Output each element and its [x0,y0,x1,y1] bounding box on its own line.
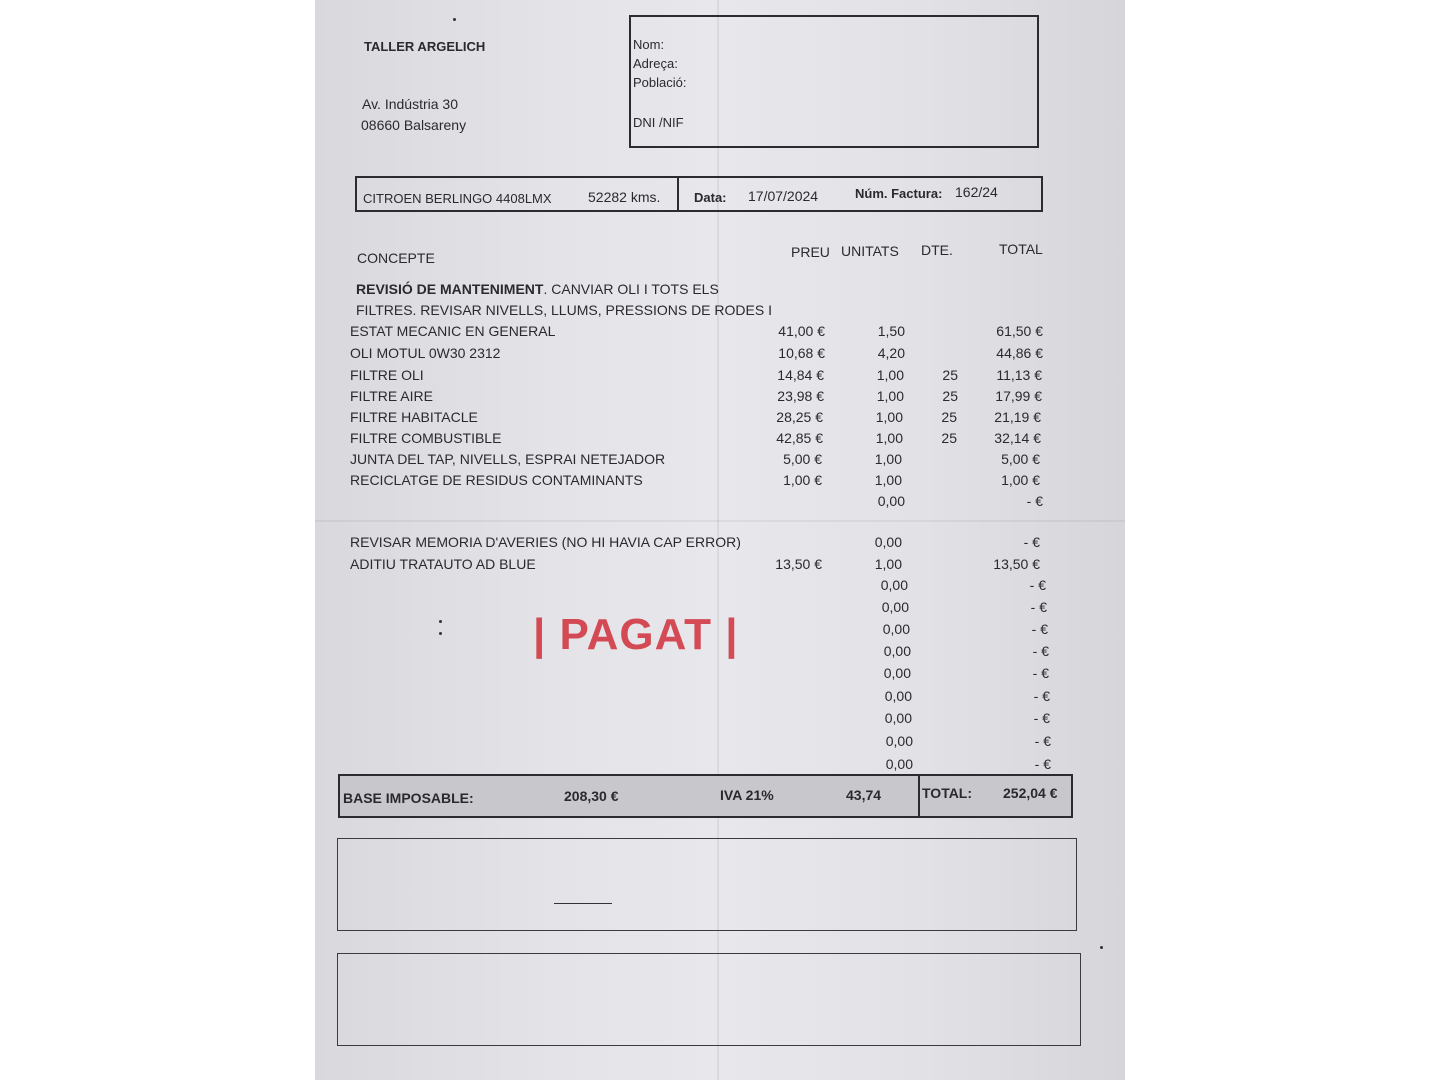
customer-address-label: Adreça: [633,56,678,71]
line-item-total: - € [1026,493,1043,509]
paid-stamp: | PAGAT | [533,610,739,659]
line-item-total: 21,19 € [994,409,1041,425]
column-header-price: PREU [791,244,830,260]
total-value: 252,04 € [1003,785,1058,801]
line-item-units: 0,00 [884,710,912,726]
notes-box [337,838,1077,931]
line-item-total: 44,86 € [996,345,1043,361]
line-item-total: - € [1033,688,1050,704]
line-item-price: 5,00 € [783,451,822,467]
line-item-row [315,710,1125,730]
date-value: 17/07/2024 [748,188,819,204]
line-item-total: 5,00 € [1001,451,1040,467]
base-label: BASE IMPOSABLE: [343,790,474,806]
line-item-total: - € [1032,665,1049,681]
line-item-row [315,688,1125,708]
line-item-concept: FILTRE HABITACLE [350,409,478,425]
line-item-row [315,556,1125,576]
line-item-row [315,733,1125,753]
date-label: Data: [694,190,727,205]
line-item-row [315,388,1125,408]
line-item-discount: 25 [941,430,957,446]
line-item-total: 13,50 € [993,556,1040,572]
line-item-concept: FILTRE AIRE [350,388,433,404]
line-item-total: 32,14 € [994,430,1041,446]
line-item-discount: 25 [942,367,958,383]
line-item-discount: 25 [941,409,957,425]
line-item-concept: RECICLATGE DE RESIDUS CONTAMINANTS [350,472,643,488]
line-item-units: 1,00 [875,430,903,446]
column-header-units: UNITATS [841,243,899,259]
line-item-total: - € [1032,643,1049,659]
customer-id-label: DNI /NIF [633,115,684,130]
line-item-units: 0,00 [882,621,910,637]
line-item-units: 1,00 [876,388,904,404]
description-line1-rest: . CANVIAR OLI I TOTS ELS [543,281,719,297]
line-item-row [315,577,1125,597]
column-header-discount: DTE. [921,242,953,258]
line-item-row [315,409,1125,429]
line-item-concept: REVISAR MEMORIA D'AVERIES (NO HI HAVIA CAP ERROR) [350,534,741,550]
line-item-units: 1,00 [874,556,902,572]
line-item-total: - € [1030,599,1047,615]
line-item-total: 17,99 € [995,388,1042,404]
line-item-concept: ADITIU TRATAUTO AD BLUE [350,556,536,572]
customer-name-label: Nom: [633,37,665,52]
vehicle-bar [355,176,1043,212]
iva-label: IVA 21% [720,787,774,803]
line-item-units: 0,00 [883,643,911,659]
invoice-paper [315,0,1125,1080]
line-item-concept: ESTAT MECANIC EN GENERAL [350,323,556,339]
line-item-units: 1,00 [874,472,902,488]
line-item-total: - € [1033,710,1050,726]
line-item-concept: FILTRE COMBUSTIBLE [350,430,502,446]
line-item-units: 0,00 [881,599,909,615]
line-item-concept: OLI MOTUL 0W30 2312 [350,345,501,361]
line-item-units: 1,50 [877,323,905,339]
line-item-units: 0,00 [880,577,908,593]
footer-box [337,953,1081,1046]
column-header-total: TOTAL [999,241,1043,257]
line-item-row [315,472,1125,492]
line-item-price: 1,00 € [783,472,822,488]
line-item-row [315,756,1125,776]
line-item-total: - € [1023,534,1040,550]
line-item-units: 0,00 [874,534,902,550]
line-item-total: 1,00 € [1001,472,1040,488]
line-item-total: - € [1034,733,1051,749]
line-item-units: 1,00 [874,451,902,467]
line-item-units: 0,00 [877,493,905,509]
line-item-row [315,534,1125,554]
line-item-price: 41,00 € [778,323,825,339]
line-item-units: 0,00 [885,756,913,772]
line-item-total: 61,50 € [996,323,1043,339]
line-item-units: 1,00 [876,367,904,383]
vehicle-model: CITROEN BERLINGO 4408LMX [363,191,552,206]
line-item-price: 14,84 € [777,367,824,383]
line-item-units: 4,20 [877,345,905,361]
description-title: REVISIÓ DE MANTENIMENT [356,281,544,297]
speck [439,620,442,623]
invoice-number: 162/24 [955,184,998,200]
iva-value: 43,74 [846,787,882,803]
fold-line-horizontal [315,520,1125,522]
line-item-price: 42,85 € [776,430,823,446]
line-item-price: 10,68 € [778,345,825,361]
column-header-concept: CONCEPTE [357,250,435,266]
line-item-price: 23,98 € [777,388,824,404]
line-item-row [315,323,1125,343]
line-item-concept: JUNTA DEL TAP, NIVELLS, ESPRAI NETEJADOR [350,451,666,467]
line-item-total: 11,13 € [996,367,1042,383]
line-item-price: 28,25 € [776,409,823,425]
speck [1100,946,1103,949]
line-item-units: 1,00 [875,409,903,425]
line-item-row [315,367,1125,387]
line-item-units: 0,00 [884,688,912,704]
speck [453,18,456,21]
line-item-total: - € [1031,621,1048,637]
vehicle-bar-divider [677,178,679,210]
totals-bar [338,774,1073,818]
invoice-number-label: Núm. Factura: [855,186,943,201]
description-line-1 [356,281,719,297]
shop-address-line2: 08660 Balsareny [361,117,467,133]
line-item-concept: FILTRE OLI [350,367,424,383]
totals-divider [918,776,920,816]
line-item-row [315,451,1125,471]
base-value: 208,30 € [564,788,619,804]
customer-box [629,15,1039,148]
line-item-total: - € [1029,577,1046,593]
total-label: TOTAL: [922,785,973,801]
description-line-2: FILTRES. REVISAR NIVELLS, LLUMS, PRESSIONS DE RODES I [356,302,772,318]
shop-address-line1: Av. Indústria 30 [362,96,458,112]
vehicle-kms: 52282 kms. [588,189,661,205]
line-item-price: 13,50 € [775,556,822,572]
line-item-units: 0,00 [885,733,913,749]
speck [439,632,442,635]
line-item-row [315,345,1125,365]
signature-line [554,903,612,904]
line-item-total: - € [1034,756,1051,772]
line-item-row [315,665,1125,685]
line-item-units: 0,00 [883,665,911,681]
line-item-row [315,430,1125,450]
line-item-discount: 25 [942,388,958,404]
line-item-row [315,493,1125,513]
shop-name: TALLER ARGELICH [364,39,486,54]
customer-city-label: Població: [633,75,687,90]
